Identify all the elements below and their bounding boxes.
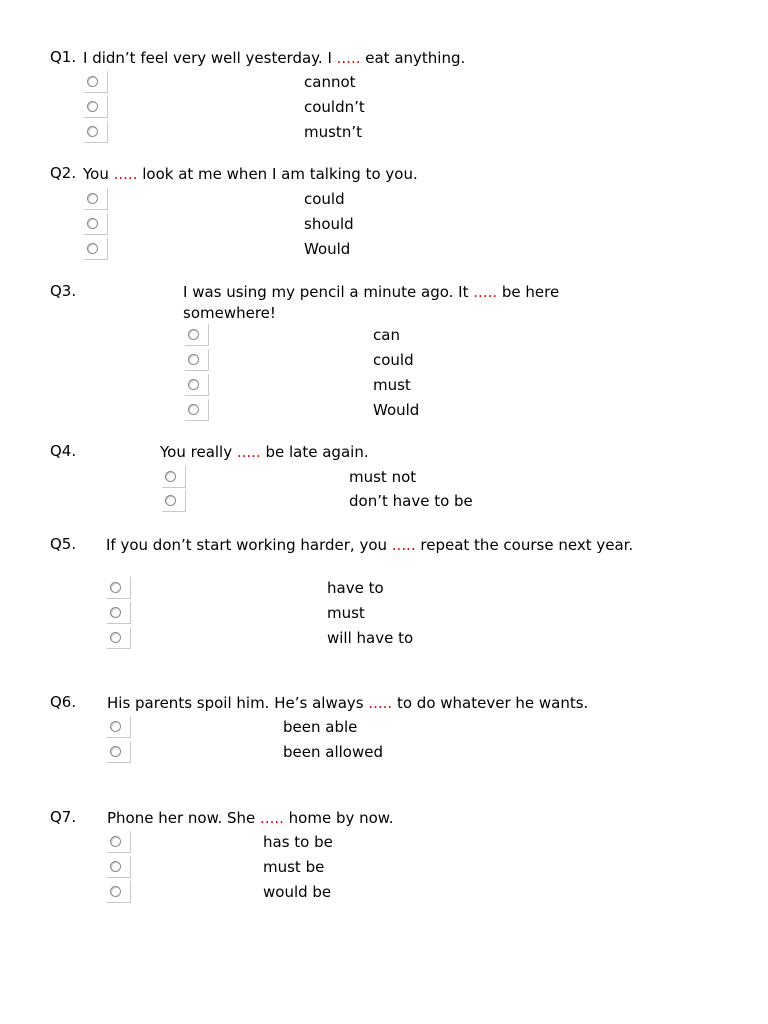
radio-button[interactable] (107, 831, 131, 853)
option-label: must not (349, 468, 417, 486)
question-text: You ..... look at me when I am talking to you. (83, 165, 418, 183)
question-number: Q4. (50, 442, 77, 460)
radio-button[interactable] (84, 213, 108, 235)
question-text: Phone her now. She ..... home by now. (107, 809, 394, 827)
option-row[interactable] (84, 187, 345, 211)
option-label: must be (263, 858, 325, 876)
option-row[interactable] (107, 576, 384, 600)
option-label: has to be (263, 833, 333, 851)
question-number: Q5. (50, 535, 77, 553)
option-row[interactable] (162, 489, 473, 513)
option-label: cannot (304, 73, 356, 91)
option-label: must (327, 604, 365, 622)
option-row[interactable] (107, 830, 333, 854)
option-row[interactable] (84, 120, 362, 144)
option-row[interactable] (185, 323, 400, 347)
option-row[interactable] (107, 855, 325, 879)
radio-button[interactable] (107, 577, 131, 599)
option-row[interactable] (107, 626, 414, 650)
option-row[interactable] (84, 212, 354, 236)
question-number: Q2. (50, 164, 77, 182)
option-label: been able (283, 718, 358, 736)
option-label: have to (327, 579, 384, 597)
option-label: must (373, 376, 411, 394)
question-text: His parents spoil him. He’s always ..... to do whatever he wants. (107, 694, 589, 712)
question-text: If you don’t start working harder, you ..... repeat the course next year. (106, 536, 634, 554)
question-number: Q7. (50, 808, 77, 826)
radio-button[interactable] (185, 349, 209, 371)
blank-marker: ..... (391, 536, 416, 554)
question-number: Q1. (50, 48, 77, 66)
option-label: been allowed (283, 743, 383, 761)
blank-marker: ..... (236, 443, 261, 461)
radio-button[interactable] (84, 71, 108, 93)
radio-button[interactable] (162, 466, 186, 488)
option-row[interactable] (84, 95, 365, 119)
blank-marker: ..... (473, 283, 498, 301)
radio-button[interactable] (84, 96, 108, 118)
radio-button[interactable] (185, 374, 209, 396)
option-label: should (304, 215, 354, 233)
question-number: Q6. (50, 693, 77, 711)
radio-button[interactable] (84, 238, 108, 260)
option-row[interactable] (107, 880, 332, 904)
option-label: will have to (327, 629, 414, 647)
option-row[interactable] (185, 373, 411, 397)
question-text: You really ..... be late again. (160, 443, 369, 461)
question-text: I was using my pencil a minute ago. It ..... be here somewhere! (183, 283, 560, 322)
blank-marker: ..... (336, 49, 361, 67)
option-row[interactable] (107, 601, 365, 625)
radio-button[interactable] (107, 741, 131, 763)
radio-button[interactable] (84, 188, 108, 210)
radio-button[interactable] (107, 856, 131, 878)
radio-button[interactable] (162, 490, 186, 512)
option-row[interactable] (84, 237, 351, 261)
option-label: Would (373, 401, 420, 419)
option-label: could (373, 351, 414, 369)
radio-button[interactable] (107, 602, 131, 624)
radio-button[interactable] (185, 324, 209, 346)
blank-marker: ..... (368, 694, 393, 712)
option-label: would be (263, 883, 332, 901)
option-label: Would (304, 240, 351, 258)
option-label: couldn’t (304, 98, 365, 116)
blank-marker: ..... (260, 809, 284, 827)
option-row[interactable] (162, 465, 417, 489)
option-label: can (373, 326, 400, 344)
option-row[interactable] (84, 70, 356, 94)
radio-button[interactable] (107, 627, 131, 649)
radio-button[interactable] (107, 881, 131, 903)
radio-button[interactable] (185, 399, 209, 421)
radio-button[interactable] (107, 716, 131, 738)
question-number: Q3. (50, 282, 77, 300)
option-label: don’t have to be (349, 492, 473, 510)
radio-button[interactable] (84, 121, 108, 143)
option-label: could (304, 190, 345, 208)
question-text: I didn’t feel very well yesterday. I ..... eat anything. (83, 49, 466, 67)
option-row[interactable] (185, 348, 414, 372)
option-row[interactable] (185, 398, 420, 422)
blank-marker: ..... (113, 165, 138, 183)
option-row[interactable] (107, 715, 358, 739)
option-row[interactable] (107, 740, 383, 764)
option-label: mustn’t (304, 123, 362, 141)
